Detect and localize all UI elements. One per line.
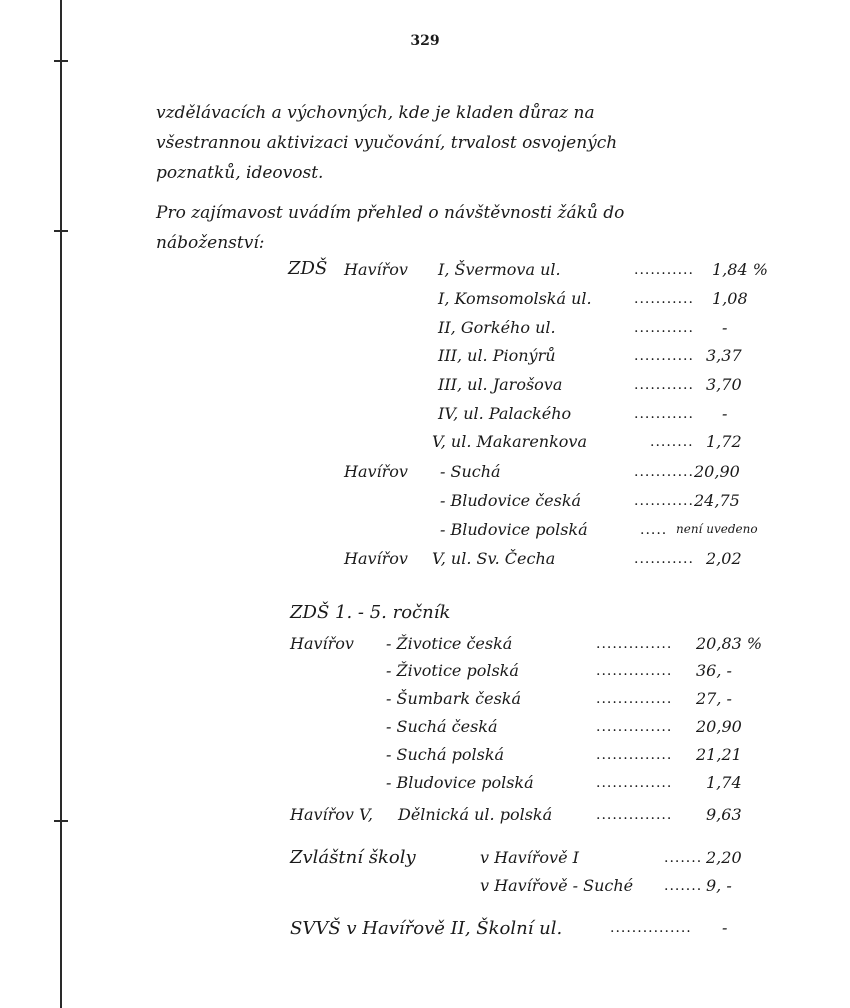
row-text: - Suchá česká (386, 717, 498, 736)
margin-tick (54, 820, 68, 822)
leader-dots: .............. (596, 691, 673, 707)
text-line: náboženství: (156, 233, 265, 253)
leader-dots: ........... (634, 464, 694, 480)
row-text: V, ul. Makarenkova (432, 432, 588, 451)
row-value: - (722, 404, 728, 423)
row-value: 3,70 (706, 375, 742, 394)
section-heading: ZDŠ 1. - 5. ročník (290, 602, 451, 623)
row-value: 20,90 (694, 462, 740, 481)
overview-paragraph (156, 198, 796, 258)
leader-dots: ........ (650, 434, 694, 450)
leader-dots: ..... (640, 522, 668, 538)
row-value: 20,90 (696, 717, 742, 736)
row-text: III, ul. Jarošova (438, 375, 563, 394)
row-value: není uvedeno (676, 522, 758, 536)
leader-dots: ............... (610, 920, 692, 936)
leader-dots: .............. (596, 775, 673, 791)
leader-dots: .............. (596, 663, 673, 679)
leader-dots: ....... (664, 850, 703, 866)
text-line: poznatků, ideovost. (156, 163, 324, 183)
row-value: 24,75 (694, 491, 740, 510)
row-value: 9,63 (706, 805, 742, 824)
row-value: 1,84 % (712, 260, 768, 279)
row-prefix: Havířov (290, 634, 354, 653)
margin-tick (54, 230, 68, 232)
left-margin-line (60, 0, 62, 1008)
section-label: ZDŠ (288, 258, 328, 279)
row-prefix: Havířov (344, 462, 408, 481)
intro-paragraph (156, 98, 796, 188)
row-value: 27, - (696, 689, 732, 708)
row-text: - Suchá (440, 462, 501, 481)
row-text: I, Komsomolská ul. (438, 289, 592, 308)
row-text: - Šumbark česká (386, 689, 522, 708)
leader-dots: ........... (634, 377, 694, 393)
row-prefix: Havířov (344, 260, 408, 279)
row-text: - Bludovice česká (440, 491, 582, 510)
leader-dots: ........... (634, 262, 694, 278)
text-line: Pro zajímavost uvádím přehled o návštěvnosti žáků do (156, 203, 625, 223)
row-text: - Suchá polská (386, 745, 505, 764)
leader-dots: ........... (634, 406, 694, 422)
row-value: 36, - (696, 661, 732, 680)
row-prefix: Havířov V, (290, 805, 373, 824)
row-prefix: Havířov (344, 549, 408, 568)
leader-dots: ........... (634, 291, 694, 307)
row-value: 1,74 (706, 773, 742, 792)
leader-dots: ....... (664, 878, 703, 894)
leader-dots: ........... (634, 348, 694, 364)
leader-dots: .............. (596, 719, 673, 735)
page-number: 329 (410, 33, 440, 49)
margin-tick (54, 60, 68, 62)
leader-dots: .............. (596, 807, 673, 823)
row-text: - Bludovice polská (386, 773, 534, 792)
row-text: - Životice česká (386, 634, 513, 653)
text-line: vzdělávacích a výchovných, kde je kladen důraz na (156, 103, 595, 123)
row-value: 20,83 % (696, 634, 763, 653)
row-value: 2,20 (706, 848, 742, 867)
row-value: - (722, 318, 728, 337)
row-value: - (722, 918, 728, 937)
row-text: - Životice polská (386, 661, 519, 680)
text-line: všestrannou aktivizaci vyučování, trvalost osvojených (156, 133, 618, 153)
row-value: 3,37 (706, 346, 742, 365)
leader-dots: .............. (596, 747, 673, 763)
row-text: - Bludovice polská (440, 520, 588, 539)
row-text: v Havířově I (480, 848, 579, 867)
leader-dots: ........... (634, 320, 694, 336)
row-text: I, Švermova ul. (438, 260, 561, 279)
row-value: 9, - (706, 876, 732, 895)
leader-dots: ........... (634, 551, 694, 567)
row-text: v Havířově - Suché (480, 876, 634, 895)
row-text: II, Gorkého ul. (438, 318, 556, 337)
section-row-text: SVVŠ v Havířově II, Školní ul. (290, 918, 563, 939)
row-value: 1,08 (712, 289, 748, 308)
row-text: Dělnická ul. polská (398, 805, 553, 824)
leader-dots: .............. (596, 636, 673, 652)
leader-dots: ........... (634, 493, 694, 509)
row-value: 21,21 (696, 745, 742, 764)
row-text: V, ul. Sv. Čecha (432, 549, 556, 568)
row-value: 1,72 (706, 432, 742, 451)
row-text: IV, ul. Palackého (438, 404, 572, 423)
row-value: 2,02 (706, 549, 742, 568)
row-text: III, ul. Pionýrů (438, 346, 556, 365)
section-label: Zvláštní školy (290, 847, 416, 868)
